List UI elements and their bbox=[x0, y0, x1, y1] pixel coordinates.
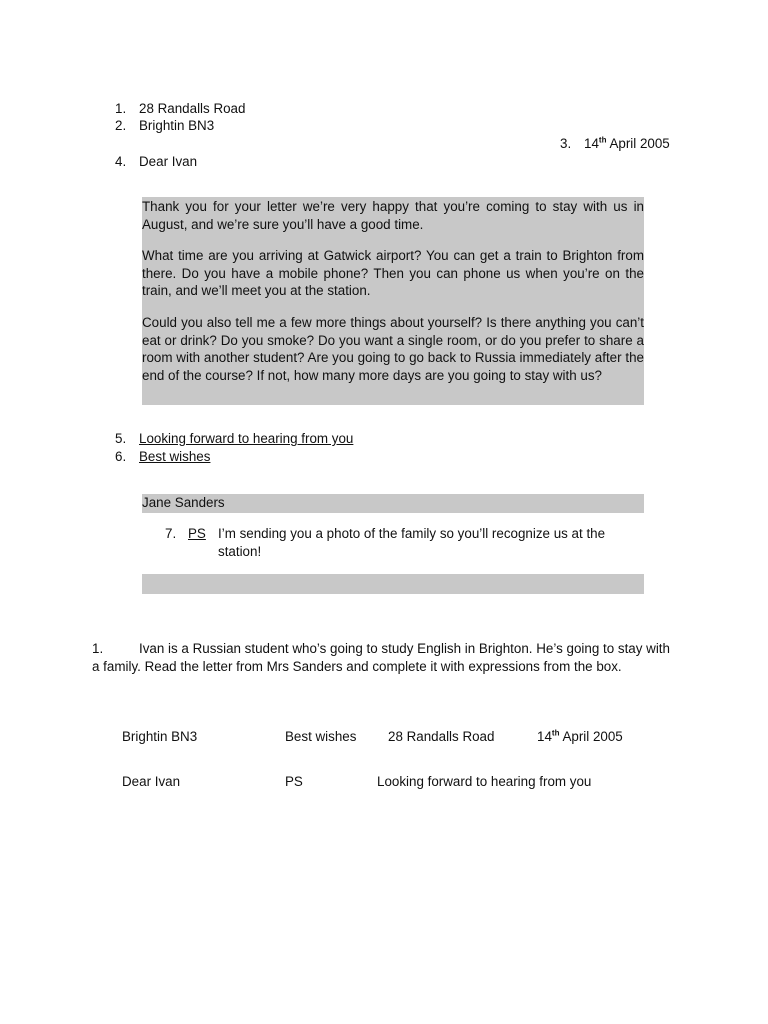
exercise-number: 1. bbox=[92, 641, 104, 656]
item-number: 6. bbox=[115, 449, 127, 464]
box-item: Best wishes bbox=[285, 729, 357, 744]
item-number: 7. bbox=[165, 526, 177, 541]
ps-text: I’m sending you a photo of the family so you’ll recognize us at the station! bbox=[218, 526, 606, 559]
item-number: 2. bbox=[115, 118, 127, 133]
box-item: PS bbox=[285, 774, 303, 789]
address-street: 28 Randalls Road bbox=[139, 101, 246, 116]
ps-label: PS bbox=[188, 526, 206, 541]
date-day: 14 bbox=[584, 136, 599, 151]
box-item: Looking forward to hearing from you bbox=[377, 774, 592, 789]
letter-date bbox=[584, 135, 670, 152]
item-number: 1. bbox=[115, 101, 127, 116]
date-suffix: th bbox=[598, 135, 607, 145]
item-number: 4. bbox=[115, 154, 127, 169]
sign-off: Best wishes bbox=[139, 449, 211, 464]
signature: Jane Sanders bbox=[142, 495, 225, 510]
item-number: 5. bbox=[115, 431, 127, 446]
box-item: Dear Ivan bbox=[122, 774, 181, 789]
box-item-date bbox=[537, 728, 623, 745]
date-day: 14 bbox=[537, 729, 552, 744]
date-suffix: th bbox=[551, 728, 560, 738]
address-town: Brightin BN3 bbox=[139, 118, 215, 133]
exercise-instruction: Ivan is a Russian student who’s going to study English in Brighton. He’s going to stay with a family. Read the letter from Mrs Sanders and complete it with expressions from the box. bbox=[92, 641, 670, 674]
item-number: 3. bbox=[560, 136, 572, 151]
letter-paragraph-1: Thank you for your letter we’re very happy that you’re coming to stay with us in August, and we’re sure you’ll have a good time. bbox=[142, 199, 644, 232]
date-rest: April 2005 bbox=[606, 136, 670, 151]
box-item: Brightin BN3 bbox=[122, 729, 198, 744]
greeting: Dear Ivan bbox=[139, 154, 198, 169]
date-rest: April 2005 bbox=[559, 729, 623, 744]
letter-paragraph-3: Could you also tell me a few more things about yourself? Is there anything you can’t eat or drink? Do you smoke? Do you want a single room, or do you prefer to share a room with another student? Are you going to go back to Russia immediately after the end of the course? If not, how many more days are you going to stay with us? bbox=[142, 315, 644, 383]
closing-phrase: Looking forward to hearing from you bbox=[139, 431, 354, 446]
blank-highlight bbox=[142, 574, 644, 594]
box-item: 28 Randalls Road bbox=[388, 729, 495, 744]
letter-paragraph-2: What time are you arriving at Gatwick airport? You can get a train to Brighton from there. Do you have a mobile phone? Then you can phone us when you’re on the train, and we’ll meet you at the station. bbox=[142, 248, 644, 299]
